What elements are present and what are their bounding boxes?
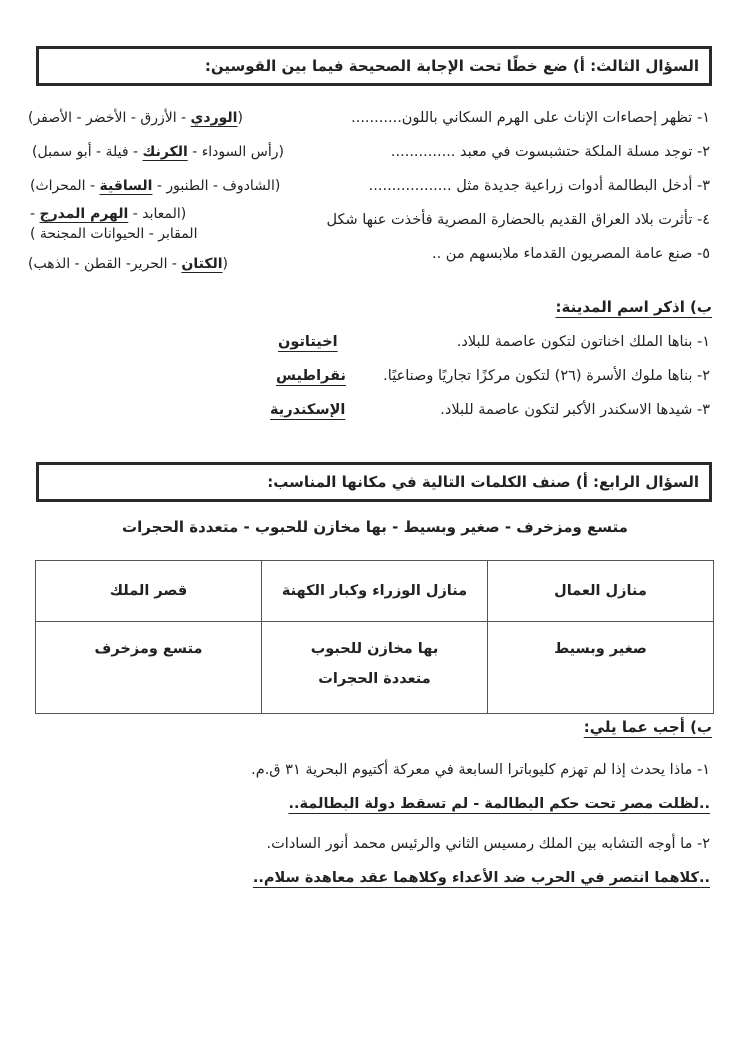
q3-item-4-text: ٤- تأثرت بلاد العراق القديم بالحضارة المصرية فأخذت عنها شكل	[326, 212, 710, 228]
table-header-cell: منازل الوزراء وكبار الكهنة	[262, 561, 488, 622]
option-text: (	[237, 110, 243, 126]
table-header-cell: منازل العمال	[488, 561, 714, 622]
question-4-title: السؤال الرابع: أ) صنف الكلمات التالية في مكانها المناسب:	[267, 473, 699, 491]
table-header-row	[36, 561, 714, 622]
table-row	[36, 622, 714, 714]
q3b-item-2-answer: نقراطيس	[276, 368, 346, 384]
correct-answer: الوردي	[190, 110, 238, 126]
option-text: (الشادوف - الطنبور -	[152, 178, 281, 194]
q3-item-2-text: ٢- توجد مسلة الملكة حتشبسوت في معبد ..............	[390, 144, 710, 160]
q4b-item-1-answer: ..لظلت مصر تحت حكم البطالمة - لم تسقط دولة البطالمة..	[288, 796, 710, 812]
q3-item-1-text: ١- تظهر إحصاءات الإناث على الهرم السكاني باللون...........	[351, 110, 710, 126]
correct-answer: الهرم المدرج	[39, 206, 129, 222]
question-4-header	[36, 462, 712, 502]
correct-answer: الكتان	[181, 256, 223, 272]
correct-answer: الكرنك	[142, 144, 188, 160]
q4-part-b-title: ب) أجب عما يلي:	[583, 718, 712, 736]
classification-table	[35, 560, 714, 714]
option-text: - المحراث)	[30, 178, 100, 194]
q4b-item-2-answer: ..كلاهما انتصر في الحرب ضد الأعداء وكلاهما عقد معاهدة سلام..	[252, 870, 710, 886]
q3b-item-1-text: ١- بناها الملك اخناتون لتكون عاصمة للبلاد.	[456, 334, 710, 350]
q3-part-b-title: ب) اذكر اسم المدينة:	[555, 298, 712, 316]
table-cell	[488, 622, 714, 714]
q3-item-3-options	[30, 178, 280, 194]
cell-text: متسع ومزخرف	[94, 641, 203, 657]
option-text: - فيلة - أبو سمبل)	[32, 144, 143, 160]
q3b-item-3-text: ٣- شيدها الاسكندر الأكبر لتكون عاصمة للبلاد.	[440, 402, 710, 418]
question-3-header	[36, 46, 712, 86]
q3-item-3-text: ٣- أدخل البطالمة أدوات زراعية جديدة مثل ..................	[368, 178, 710, 194]
table-cell	[262, 622, 488, 714]
q3b-item-1-answer: اخيتاتون	[278, 334, 338, 350]
option-text: - الأزرق - الأخضر - الأصفر)	[28, 110, 191, 126]
option-text: (	[222, 256, 229, 272]
q3b-item-2-text: ٢- بناها ملوك الأسرة (٢٦) لتكون مركزًا تجاريًا وصناعيًا.	[383, 368, 710, 384]
table-cell	[36, 622, 262, 714]
cell-text: بها مخازن للحبوب	[310, 641, 439, 657]
q3b-item-3-answer: الإسكندرية	[270, 402, 346, 418]
table-header-cell: قصر الملك	[36, 561, 262, 622]
q4b-item-2-question: ٢- ما أوجه التشابه بين الملك رمسيس الثاني والرئيس محمد أنور السادات.	[266, 836, 710, 852]
q3-item-5-text: ٥- صنع عامة المصريون القدماء ملابسهم من ..	[431, 246, 710, 262]
q3-item-4-options	[30, 206, 186, 222]
option-text: - الحرير- القطن - الذهب)	[28, 256, 182, 272]
option-text: (رأس السوداء -	[187, 144, 284, 160]
question-3-title: السؤال الثالث: أ) ضع خطًا تحت الإجابة الصحيحة فيما بين القوسين:	[204, 57, 699, 75]
q3-item-5-options	[28, 256, 228, 272]
q4-word-bank: متسع ومزخرف - صغير وبسيط - بها مخازن للحبوب - متعددة الحجرات	[122, 518, 628, 536]
cell-text: صغير وبسيط	[554, 641, 647, 657]
option-text: -	[30, 206, 40, 222]
cell-text: متعددة الحجرات	[318, 671, 431, 687]
option-text: (المعابد -	[128, 206, 187, 222]
q3-item-4-options-line2: المقابر - الحيوانات المجنحة )	[30, 226, 198, 242]
correct-answer: الساقية	[99, 178, 153, 194]
q3-item-1-options	[28, 110, 243, 126]
q3-item-2-options	[32, 144, 284, 160]
q4b-item-1-question: ١- ماذا يحدث إذا لم تهزم كليوباترا السابعة في معركة أكتيوم البحرية ٣١ ق.م.	[251, 762, 710, 778]
